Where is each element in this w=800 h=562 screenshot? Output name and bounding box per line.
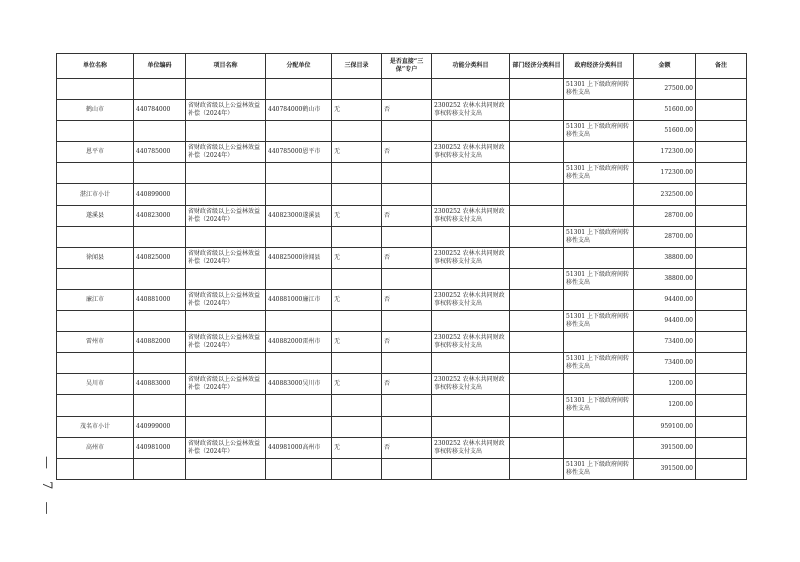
header-project-name: 项目名称: [186, 54, 266, 79]
cell-unit-code: [134, 121, 186, 142]
table-row: [57, 437, 747, 458]
cell-allocation-unit: 440981000高州市: [266, 437, 332, 458]
cell-amount: 51600.00: [634, 121, 696, 142]
cell-dept-econ-class: [510, 458, 564, 479]
cell-unit-code: [134, 311, 186, 332]
cell-allocation-unit: 440882000雷州市: [266, 332, 332, 353]
cell-amount: 1200.00: [634, 395, 696, 416]
header-unit-code: 单位编码: [134, 54, 186, 79]
cell-unit-name: [57, 311, 134, 332]
cell-sanbao-catalog: [332, 121, 382, 142]
cell-direct-account: [382, 268, 432, 289]
cell-dept-econ-class: [510, 79, 564, 100]
cell-function-class: 2300252 农林水共同财政事权转移支付支出: [432, 247, 510, 268]
cell-unit-code: [134, 79, 186, 100]
cell-amount: 27500.00: [634, 79, 696, 100]
cell-unit-code: 440981000: [134, 437, 186, 458]
cell-gov-econ-class: 51301 上下级政府间转移性支出: [564, 458, 634, 479]
header-function-class: 功能分类科目: [432, 54, 510, 79]
cell-function-class: [432, 458, 510, 479]
cell-gov-econ-class: 51301 上下级政府间转移性支出: [564, 311, 634, 332]
cell-allocation-unit: 440825000徐闻县: [266, 247, 332, 268]
cell-dept-econ-class: [510, 142, 564, 163]
cell-note: [696, 268, 747, 289]
header-gov-econ-class: 政府经济分类科目: [564, 54, 634, 79]
cell-unit-code: 440881000: [134, 289, 186, 310]
cell-function-class: [432, 184, 510, 205]
cell-direct-account: 否: [382, 332, 432, 353]
cell-function-class: [432, 353, 510, 374]
header-amount: 金额: [634, 54, 696, 79]
cell-direct-account: 否: [382, 205, 432, 226]
cell-dept-econ-class: [510, 268, 564, 289]
cell-function-class: 2300252 农林水共同财政事权转移支付支出: [432, 437, 510, 458]
cell-sanbao-catalog: [332, 268, 382, 289]
cell-note: [696, 184, 747, 205]
cell-gov-econ-class: [564, 332, 634, 353]
table-row: [57, 247, 747, 268]
page-number: — 7 —: [39, 456, 54, 519]
cell-project-name: [186, 311, 266, 332]
cell-amount: 94400.00: [634, 289, 696, 310]
cell-direct-account: [382, 311, 432, 332]
cell-sanbao-catalog: 无: [332, 142, 382, 163]
cell-dept-econ-class: [510, 100, 564, 121]
cell-function-class: 2300252 农林水共同财政事权转移支付支出: [432, 100, 510, 121]
cell-function-class: [432, 79, 510, 100]
cell-unit-code: [134, 268, 186, 289]
cell-dept-econ-class: [510, 416, 564, 437]
cell-gov-econ-class: [564, 247, 634, 268]
cell-dept-econ-class: [510, 289, 564, 310]
cell-unit-code: 440784000: [134, 100, 186, 121]
cell-project-name: [186, 163, 266, 184]
cell-unit-code: 440785000: [134, 142, 186, 163]
cell-allocation-unit: [266, 353, 332, 374]
cell-amount: 94400.00: [634, 311, 696, 332]
cell-note: [696, 289, 747, 310]
header-direct-account: 是否直接“三保”专户: [382, 54, 432, 79]
cell-project-name: 省财政省级以上公益林效益补偿（2024年）: [186, 289, 266, 310]
cell-gov-econ-class: 51301 上下级政府间转移性支出: [564, 79, 634, 100]
cell-gov-econ-class: [564, 416, 634, 437]
cell-allocation-unit: [266, 268, 332, 289]
cell-note: [696, 79, 747, 100]
cell-amount: 1200.00: [634, 374, 696, 395]
table-row: [57, 142, 747, 163]
cell-amount: 172300.00: [634, 142, 696, 163]
cell-dept-econ-class: [510, 226, 564, 247]
cell-sanbao-catalog: 无: [332, 437, 382, 458]
cell-dept-econ-class: [510, 121, 564, 142]
cell-unit-name: 雷州市: [57, 332, 134, 353]
cell-function-class: [432, 226, 510, 247]
cell-gov-econ-class: [564, 184, 634, 205]
cell-project-name: 省财政省级以上公益林效益补偿（2024年）: [186, 100, 266, 121]
cell-function-class: [432, 163, 510, 184]
table-row: [57, 395, 747, 416]
cell-sanbao-catalog: [332, 163, 382, 184]
cell-project-name: [186, 458, 266, 479]
cell-allocation-unit: 440883000吴川市: [266, 374, 332, 395]
cell-project-name: [186, 353, 266, 374]
cell-sanbao-catalog: [332, 79, 382, 100]
cell-direct-account: 否: [382, 247, 432, 268]
cell-amount: 28700.00: [634, 226, 696, 247]
header-allocation-unit: 分配单位: [266, 54, 332, 79]
cell-allocation-unit: 440823000遂溪县: [266, 205, 332, 226]
cell-gov-econ-class: [564, 374, 634, 395]
header-unit-name: 单位名称: [57, 54, 134, 79]
cell-amount: 28700.00: [634, 205, 696, 226]
cell-function-class: 2300252 农林水共同财政事权转移支付支出: [432, 374, 510, 395]
cell-unit-name: [57, 268, 134, 289]
cell-direct-account: 否: [382, 437, 432, 458]
cell-unit-name: 鹤山市: [57, 100, 134, 121]
cell-amount: 73400.00: [634, 332, 696, 353]
cell-project-name: 省财政省级以上公益林效益补偿（2024年）: [186, 247, 266, 268]
cell-project-name: 省财政省级以上公益林效益补偿（2024年）: [186, 205, 266, 226]
cell-unit-code: [134, 395, 186, 416]
cell-project-name: [186, 184, 266, 205]
table-row: [57, 163, 747, 184]
cell-function-class: 2300252 农林水共同财政事权转移支付支出: [432, 289, 510, 310]
table-row: [57, 184, 747, 205]
cell-direct-account: [382, 121, 432, 142]
cell-function-class: [432, 311, 510, 332]
cell-direct-account: [382, 184, 432, 205]
table-row: [57, 311, 747, 332]
cell-unit-name: 茂名市小计: [57, 416, 134, 437]
cell-sanbao-catalog: [332, 353, 382, 374]
cell-allocation-unit: [266, 226, 332, 247]
cell-allocation-unit: [266, 121, 332, 142]
cell-direct-account: 否: [382, 100, 432, 121]
cell-sanbao-catalog: 无: [332, 289, 382, 310]
cell-project-name: 省财政省级以上公益林效益补偿（2024年）: [186, 142, 266, 163]
cell-direct-account: [382, 416, 432, 437]
cell-note: [696, 458, 747, 479]
cell-gov-econ-class: [564, 437, 634, 458]
cell-unit-code: 440823000: [134, 205, 186, 226]
cell-unit-name: 廉江市: [57, 289, 134, 310]
cell-note: [696, 332, 747, 353]
cell-sanbao-catalog: [332, 311, 382, 332]
cell-sanbao-catalog: 无: [332, 332, 382, 353]
cell-unit-name: [57, 395, 134, 416]
cell-unit-code: [134, 163, 186, 184]
table-row: [57, 79, 747, 100]
cell-direct-account: [382, 458, 432, 479]
cell-amount: 73400.00: [634, 353, 696, 374]
cell-direct-account: [382, 395, 432, 416]
cell-allocation-unit: [266, 458, 332, 479]
cell-allocation-unit: 440881000廉江市: [266, 289, 332, 310]
cell-direct-account: [382, 79, 432, 100]
cell-project-name: [186, 79, 266, 100]
cell-gov-econ-class: [564, 142, 634, 163]
cell-dept-econ-class: [510, 332, 564, 353]
cell-sanbao-catalog: 无: [332, 100, 382, 121]
cell-function-class: 2300252 农林水共同财政事权转移支付支出: [432, 142, 510, 163]
cell-sanbao-catalog: 无: [332, 374, 382, 395]
cell-amount: 959100.00: [634, 416, 696, 437]
table-row: [57, 332, 747, 353]
cell-sanbao-catalog: [332, 416, 382, 437]
cell-gov-econ-class: 51301 上下级政府间转移性支出: [564, 226, 634, 247]
table-row: [57, 121, 747, 142]
cell-dept-econ-class: [510, 437, 564, 458]
cell-amount: 172300.00: [634, 163, 696, 184]
cell-gov-econ-class: 51301 上下级政府间转移性支出: [564, 268, 634, 289]
cell-unit-name: 吴川市: [57, 374, 134, 395]
table-row: [57, 374, 747, 395]
cell-direct-account: 否: [382, 289, 432, 310]
cell-note: [696, 353, 747, 374]
cell-unit-code: [134, 458, 186, 479]
cell-note: [696, 121, 747, 142]
cell-amount: 391500.00: [634, 437, 696, 458]
cell-project-name: [186, 121, 266, 142]
cell-note: [696, 100, 747, 121]
cell-unit-code: 440825000: [134, 247, 186, 268]
cell-function-class: [432, 416, 510, 437]
cell-project-name: [186, 416, 266, 437]
header-dept-econ-class: 部门经济分类科目: [510, 54, 564, 79]
cell-direct-account: [382, 163, 432, 184]
table-row: [57, 353, 747, 374]
cell-amount: 51600.00: [634, 100, 696, 121]
cell-unit-code: 440999000: [134, 416, 186, 437]
header-sanbao-catalog: 三保目录: [332, 54, 382, 79]
cell-unit-code: 440899000: [134, 184, 186, 205]
allocation-table: [56, 53, 747, 480]
table-row: [57, 458, 747, 479]
cell-sanbao-catalog: [332, 395, 382, 416]
cell-function-class: 2300252 农林水共同财政事权转移支付支出: [432, 205, 510, 226]
cell-gov-econ-class: 51301 上下级政府间转移性支出: [564, 163, 634, 184]
cell-project-name: 省财政省级以上公益林效益补偿（2024年）: [186, 374, 266, 395]
cell-allocation-unit: [266, 163, 332, 184]
table-body: [57, 79, 747, 480]
cell-project-name: [186, 395, 266, 416]
cell-note: [696, 142, 747, 163]
cell-note: [696, 416, 747, 437]
cell-unit-name: [57, 79, 134, 100]
cell-unit-name: 徐闻县: [57, 247, 134, 268]
table-row: [57, 205, 747, 226]
cell-gov-econ-class: [564, 289, 634, 310]
cell-function-class: [432, 395, 510, 416]
cell-dept-econ-class: [510, 395, 564, 416]
table-row: [57, 226, 747, 247]
cell-amount: 232500.00: [634, 184, 696, 205]
cell-unit-name: [57, 226, 134, 247]
table-row: [57, 268, 747, 289]
header-note: 备注: [696, 54, 747, 79]
cell-dept-econ-class: [510, 311, 564, 332]
cell-allocation-unit: [266, 395, 332, 416]
cell-note: [696, 163, 747, 184]
cell-allocation-unit: 440784000鹤山市: [266, 100, 332, 121]
cell-direct-account: [382, 353, 432, 374]
cell-unit-name: 遂溪县: [57, 205, 134, 226]
cell-function-class: 2300252 农林水共同财政事权转移支付支出: [432, 332, 510, 353]
cell-unit-code: [134, 226, 186, 247]
cell-note: [696, 311, 747, 332]
cell-sanbao-catalog: [332, 226, 382, 247]
cell-amount: 38800.00: [634, 268, 696, 289]
cell-gov-econ-class: [564, 100, 634, 121]
cell-amount: 38800.00: [634, 247, 696, 268]
cell-unit-name: [57, 121, 134, 142]
cell-direct-account: [382, 226, 432, 247]
cell-gov-econ-class: [564, 205, 634, 226]
cell-project-name: [186, 226, 266, 247]
cell-allocation-unit: [266, 311, 332, 332]
cell-dept-econ-class: [510, 353, 564, 374]
cell-gov-econ-class: 51301 上下级政府间转移性支出: [564, 121, 634, 142]
cell-project-name: [186, 268, 266, 289]
cell-allocation-unit: [266, 184, 332, 205]
table-header-row: [57, 54, 747, 79]
table-row: [57, 100, 747, 121]
cell-note: [696, 247, 747, 268]
cell-allocation-unit: [266, 416, 332, 437]
cell-gov-econ-class: 51301 上下级政府间转移性支出: [564, 353, 634, 374]
cell-unit-code: 440882000: [134, 332, 186, 353]
cell-sanbao-catalog: 无: [332, 205, 382, 226]
table-row: [57, 289, 747, 310]
cell-unit-name: [57, 458, 134, 479]
cell-dept-econ-class: [510, 163, 564, 184]
cell-allocation-unit: 440785000恩平市: [266, 142, 332, 163]
cell-dept-econ-class: [510, 247, 564, 268]
cell-note: [696, 226, 747, 247]
cell-unit-name: 恩平市: [57, 142, 134, 163]
cell-function-class: [432, 268, 510, 289]
cell-project-name: 省财政省级以上公益林效益补偿（2024年）: [186, 437, 266, 458]
cell-note: [696, 205, 747, 226]
cell-unit-name: [57, 163, 134, 184]
cell-direct-account: 否: [382, 374, 432, 395]
cell-gov-econ-class: 51301 上下级政府间转移性支出: [564, 395, 634, 416]
cell-project-name: 省财政省级以上公益林效益补偿（2024年）: [186, 332, 266, 353]
cell-note: [696, 395, 747, 416]
cell-sanbao-catalog: 无: [332, 247, 382, 268]
cell-amount: 391500.00: [634, 458, 696, 479]
cell-dept-econ-class: [510, 374, 564, 395]
cell-note: [696, 374, 747, 395]
cell-dept-econ-class: [510, 205, 564, 226]
table-row: [57, 416, 747, 437]
cell-function-class: [432, 121, 510, 142]
cell-unit-code: 440883000: [134, 374, 186, 395]
cell-unit-code: [134, 353, 186, 374]
cell-unit-name: 湛江市小计: [57, 184, 134, 205]
cell-sanbao-catalog: [332, 184, 382, 205]
cell-unit-name: [57, 353, 134, 374]
cell-dept-econ-class: [510, 184, 564, 205]
cell-note: [696, 437, 747, 458]
cell-direct-account: 否: [382, 142, 432, 163]
cell-unit-name: 高州市: [57, 437, 134, 458]
cell-allocation-unit: [266, 79, 332, 100]
cell-sanbao-catalog: [332, 458, 382, 479]
